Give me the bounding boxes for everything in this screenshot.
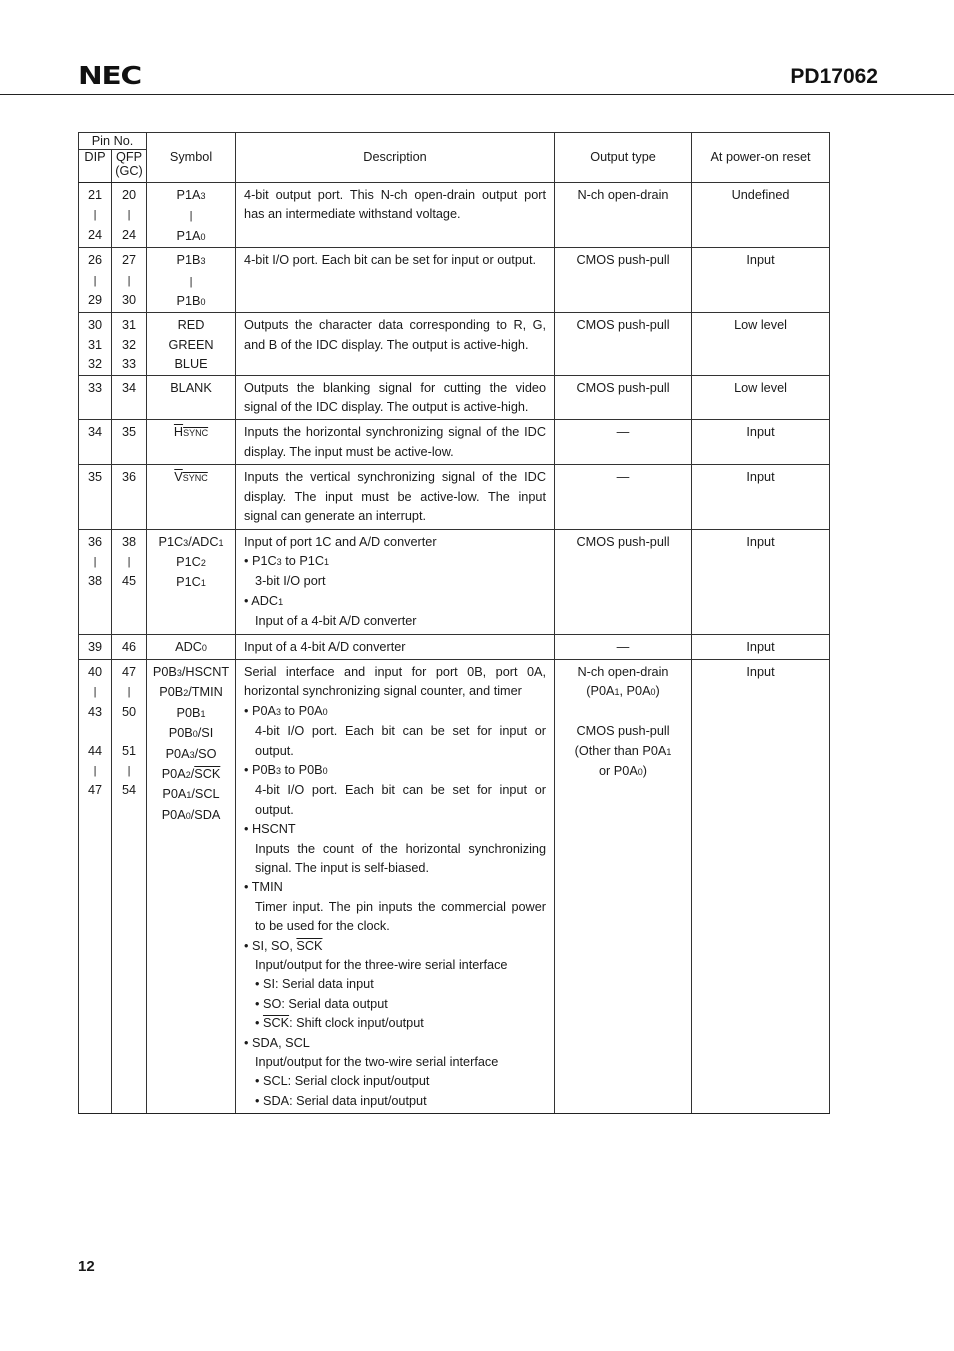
nec-logo: NEC [78, 61, 141, 90]
output-type-header: Output type [555, 133, 692, 183]
reset-cell [692, 420, 830, 465]
qfp-cell [112, 465, 147, 529]
part-number: PD17062 [790, 65, 878, 88]
description-line: Input of a 4-bit A/D converter [255, 614, 417, 629]
description-line: Timer input. The pin inputs the commercial power to be used for the clock. [255, 899, 547, 934]
qfp-cell [112, 634, 147, 659]
qfp-pin: 32 [121, 337, 137, 352]
symbol-text: P1C3/ADC1 [158, 534, 224, 549]
output-type-text: (Other than P0A1 [574, 743, 672, 758]
description-cell [236, 465, 555, 529]
description-cell [236, 248, 555, 313]
output-type-text: CMOS push-pull [576, 534, 670, 549]
description-text: 4-bit I/O port. Each bit can be set for input or output. [244, 253, 536, 268]
table-row [79, 420, 830, 465]
bullet-item: • P0A3 to P0A0 [244, 703, 328, 718]
qfp-cell [112, 375, 147, 420]
dip-pin: 30 [87, 318, 103, 333]
dip-cell [79, 420, 112, 465]
output-type-cell [555, 420, 692, 465]
symbol-text: P0B0/SI [168, 726, 214, 741]
output-type-cell [555, 375, 692, 420]
qfp-pin: 31 [121, 318, 137, 333]
qfp-cell [112, 420, 147, 465]
dip-cell [79, 465, 112, 529]
description-header: Description [236, 133, 555, 183]
reset-cell [692, 659, 830, 1113]
symbol-cell [147, 183, 236, 248]
qfp-pin: 50 [121, 704, 137, 719]
symbol-text: P0A1/SCL [162, 787, 220, 802]
qfp-pin: 38 [121, 534, 137, 549]
qfp-pin: 34 [121, 380, 137, 395]
dip-pin: 34 [87, 425, 103, 440]
qfp-pin: 35 [121, 425, 137, 440]
header-row [79, 133, 830, 150]
dip-cell [79, 634, 112, 659]
qfp-pin: 27 [121, 253, 137, 268]
description-line: Input/output for the two-wire serial interface [255, 1055, 499, 1070]
symbol-cell [147, 529, 236, 634]
symbol-text: P1A0 [176, 228, 206, 243]
dip-pin: 38 [87, 574, 103, 589]
qfp-cell [112, 313, 147, 375]
reset-cell [692, 529, 830, 634]
qfp-pin: 20 [121, 188, 137, 202]
table-row [79, 465, 830, 529]
dip-pin: 21 [87, 188, 103, 202]
bullet-item: • HSCNT [244, 822, 296, 837]
symbol-cell [147, 375, 236, 420]
description-intro: Serial interface and input for port 0B, port 0A, horizontal synchronizing signal counter, and timer [244, 664, 547, 699]
description-cell [236, 529, 555, 634]
reset-text: Undefined [731, 188, 790, 202]
qfp-pin: 47 [121, 664, 137, 679]
qfp-pin [112, 722, 146, 741]
dip-pin: 35 [87, 470, 103, 485]
bullet-item: • SO: Serial data output [255, 996, 388, 1011]
symbol-text: BLANK [170, 380, 212, 395]
qfp-pin: | [127, 555, 131, 568]
output-type-text: — [616, 425, 630, 440]
table-row [79, 634, 830, 659]
symbol-text: BLUE [174, 357, 208, 372]
dip-pin: 39 [87, 639, 103, 654]
symbol-text: P1B3 [176, 253, 206, 268]
symbol-cell [147, 313, 236, 375]
dip-pin: | [93, 686, 97, 699]
description-text: 4-bit output port. This N-ch open-drain output port has an intermediate withstand voltage. [244, 188, 547, 222]
symbol-text: P0B3/HSCNT [152, 664, 230, 679]
bullet-item: • SDA: Serial data input/output [255, 1093, 427, 1108]
table-row [79, 659, 830, 1113]
reset-text: Input [746, 534, 775, 549]
dip-pin: 29 [87, 293, 103, 308]
symbol-cell [147, 659, 236, 1113]
symbol-text: P0B2/TMIN [159, 685, 223, 700]
reset-cell [692, 375, 830, 420]
qfp-pin: 30 [121, 293, 137, 308]
dip-pin: | [93, 209, 97, 222]
dip-pin: | [93, 274, 97, 287]
output-type-text: (P0A1, P0A0) [586, 684, 660, 699]
bullet-item: • P0B3 to P0B0 [244, 762, 328, 777]
overline-symbol: HSYNC [173, 425, 209, 440]
reset-cell [692, 313, 830, 375]
output-type-cell [555, 313, 692, 375]
output-type-cell [555, 634, 692, 659]
description-line: Input/output for the three-wire serial interface [255, 958, 508, 973]
header-rule [0, 94, 954, 95]
dip-cell [79, 183, 112, 248]
dip-cell [79, 375, 112, 420]
symbol-text: P0B1 [176, 705, 206, 720]
description-cell [236, 313, 555, 375]
table-row [79, 375, 830, 420]
output-type-text [555, 703, 691, 722]
description-line: 4-bit I/O port. Each bit can be set for input or output. [255, 783, 547, 817]
description-line: 3-bit I/O port [255, 574, 326, 589]
qfp-pin: 33 [121, 357, 137, 372]
symbol-text [147, 423, 235, 443]
dip-pin: 36 [87, 534, 103, 549]
symbol-text: P1C2 [176, 554, 206, 569]
qfp-pin: 45 [121, 574, 137, 589]
symbol-header: Symbol [147, 133, 236, 183]
qfp-cell [112, 183, 147, 248]
output-type-text: CMOS push-pull [576, 724, 670, 739]
output-type-text: CMOS push-pull [576, 380, 670, 395]
qfp-cell [112, 659, 147, 1113]
symbol-text: P1C1 [176, 575, 206, 590]
reset-text: Input [746, 470, 775, 485]
reset-cell [692, 183, 830, 248]
qfp-pin: 51 [121, 743, 137, 758]
qfp-pin: 54 [121, 783, 137, 798]
bullet-item: • SCL: Serial clock input/output [255, 1074, 430, 1089]
qfp-pin: 46 [121, 639, 137, 654]
bullet-item: • TMIN [244, 880, 283, 895]
description-text: Inputs the horizontal synchronizing signal of the IDC display. The input must be active-low. [244, 425, 547, 459]
qfp-pin: | [127, 274, 131, 287]
dip-pin: | [93, 555, 97, 568]
qfp-pin: 36 [121, 470, 137, 485]
symbol-text: P1B0 [176, 294, 206, 309]
output-type-text: N-ch open-drain [577, 188, 669, 202]
dip-pin: 43 [87, 704, 103, 719]
qfp-header-line1: QFP [115, 150, 143, 164]
symbol-text: P0A0/SDA [161, 807, 221, 822]
output-type-cell [555, 465, 692, 529]
output-type-text: — [616, 639, 630, 654]
dip-pin: 47 [87, 783, 103, 798]
dip-cell [79, 248, 112, 313]
qfp-pin: | [127, 209, 131, 222]
output-type-text: CMOS push-pull [576, 318, 670, 333]
description-cell [236, 634, 555, 659]
output-type-text: or P0A0) [598, 763, 648, 778]
dip-cell [79, 313, 112, 375]
output-type-text: — [616, 470, 630, 485]
output-type-text: N-ch open-drain [577, 664, 669, 679]
description-cell [236, 375, 555, 420]
description-text: Outputs the blanking signal for cutting the video signal of the IDC display. The output is active-high. [244, 380, 547, 415]
description-text: Inputs the vertical synchronizing signal of the IDC display. The input must be active-low. The input signal can generate an interrupt. [244, 470, 547, 524]
symbol-text: $P0A2/\overline{SCK}$ [161, 766, 221, 781]
description-line: Input of port 1C and A/D converter [244, 534, 437, 549]
dip-pin: 26 [87, 253, 103, 268]
output-type-cell [555, 529, 692, 634]
qfp-pin: 24 [121, 227, 137, 242]
qfp-header [112, 150, 147, 183]
reset-text: Low level [734, 318, 787, 333]
reset-cell [692, 634, 830, 659]
dip-pin: 31 [87, 337, 103, 352]
table-row [79, 313, 830, 375]
reset-text: Input [746, 425, 775, 440]
description-line: 4-bit I/O port. Each bit can be set for input or output. [255, 724, 547, 758]
output-type-cell [555, 248, 692, 313]
dip-pin: 44 [87, 743, 103, 758]
reset-cell [692, 248, 830, 313]
dip-pin: 33 [87, 380, 103, 395]
symbol-text [147, 468, 235, 488]
symbol-text: P1A3 [176, 188, 206, 202]
description-cell [236, 183, 555, 248]
qfp-pin: | [127, 686, 131, 699]
qfp-pin: | [127, 764, 131, 777]
bullet-item: • SDA, SCL [244, 1035, 310, 1050]
pin-description-table [78, 132, 830, 1114]
symbol-cell [147, 248, 236, 313]
dip-pin [79, 722, 111, 741]
bullet-item: • ADC1 [244, 593, 284, 608]
symbol-text: ADC0 [175, 639, 207, 654]
description-cell [236, 659, 555, 1113]
bullet-item: • SI, SO, $\overline{SCK}$ [244, 938, 323, 953]
dip-cell [79, 529, 112, 634]
symbol-cell [147, 634, 236, 659]
description-cell [236, 420, 555, 465]
reset-text: Input [746, 664, 775, 679]
dip-cell [79, 659, 112, 1113]
symbol-text: RED [177, 318, 205, 333]
qfp-header-line2: (GC) [115, 164, 143, 178]
dip-pin: 32 [87, 357, 103, 372]
output-type-text: CMOS push-pull [576, 253, 670, 268]
symbol-cell [147, 465, 236, 529]
output-type-cell [555, 659, 692, 1113]
symbol-text: | [189, 275, 193, 288]
symbol-text: | [189, 210, 193, 223]
bullet-item: • $\overline{SCK}$: Shift clock input/output [255, 1016, 424, 1031]
output-type-cell [555, 183, 692, 248]
reset-text: Input [746, 639, 775, 654]
symbol-text: P0A3/SO [165, 746, 217, 761]
dip-pin: 40 [87, 664, 103, 679]
dip-pin: | [93, 764, 97, 777]
dip-header: DIP [79, 150, 112, 183]
bullet-item: • SI: Serial data input [255, 977, 374, 992]
table-row [79, 183, 830, 248]
qfp-cell [112, 248, 147, 313]
description-line: Inputs the count of the horizontal synchronizing signal. The input is self-biased. [255, 841, 547, 875]
description-text: Outputs the character data corresponding to R, G, and B of the IDC display. The output is active-high. [244, 318, 547, 352]
dip-pin: 24 [87, 227, 103, 242]
reset-text: Input [746, 253, 775, 268]
table-row [79, 248, 830, 313]
page-number: 12 [78, 1258, 95, 1275]
reset-text: Low level [734, 380, 787, 395]
reset-cell [692, 465, 830, 529]
bullet-item: • P1C3 to P1C1 [244, 553, 330, 568]
symbol-text: GREEN [168, 337, 214, 352]
reset-header: At power-on reset [692, 133, 830, 183]
qfp-cell [112, 529, 147, 634]
pin-no-header: Pin No. [79, 133, 147, 150]
symbol-cell [147, 420, 236, 465]
table-row [79, 529, 830, 634]
overline-symbol: VSYNC [174, 470, 208, 485]
description-text: Input of a 4-bit A/D converter [244, 639, 406, 654]
